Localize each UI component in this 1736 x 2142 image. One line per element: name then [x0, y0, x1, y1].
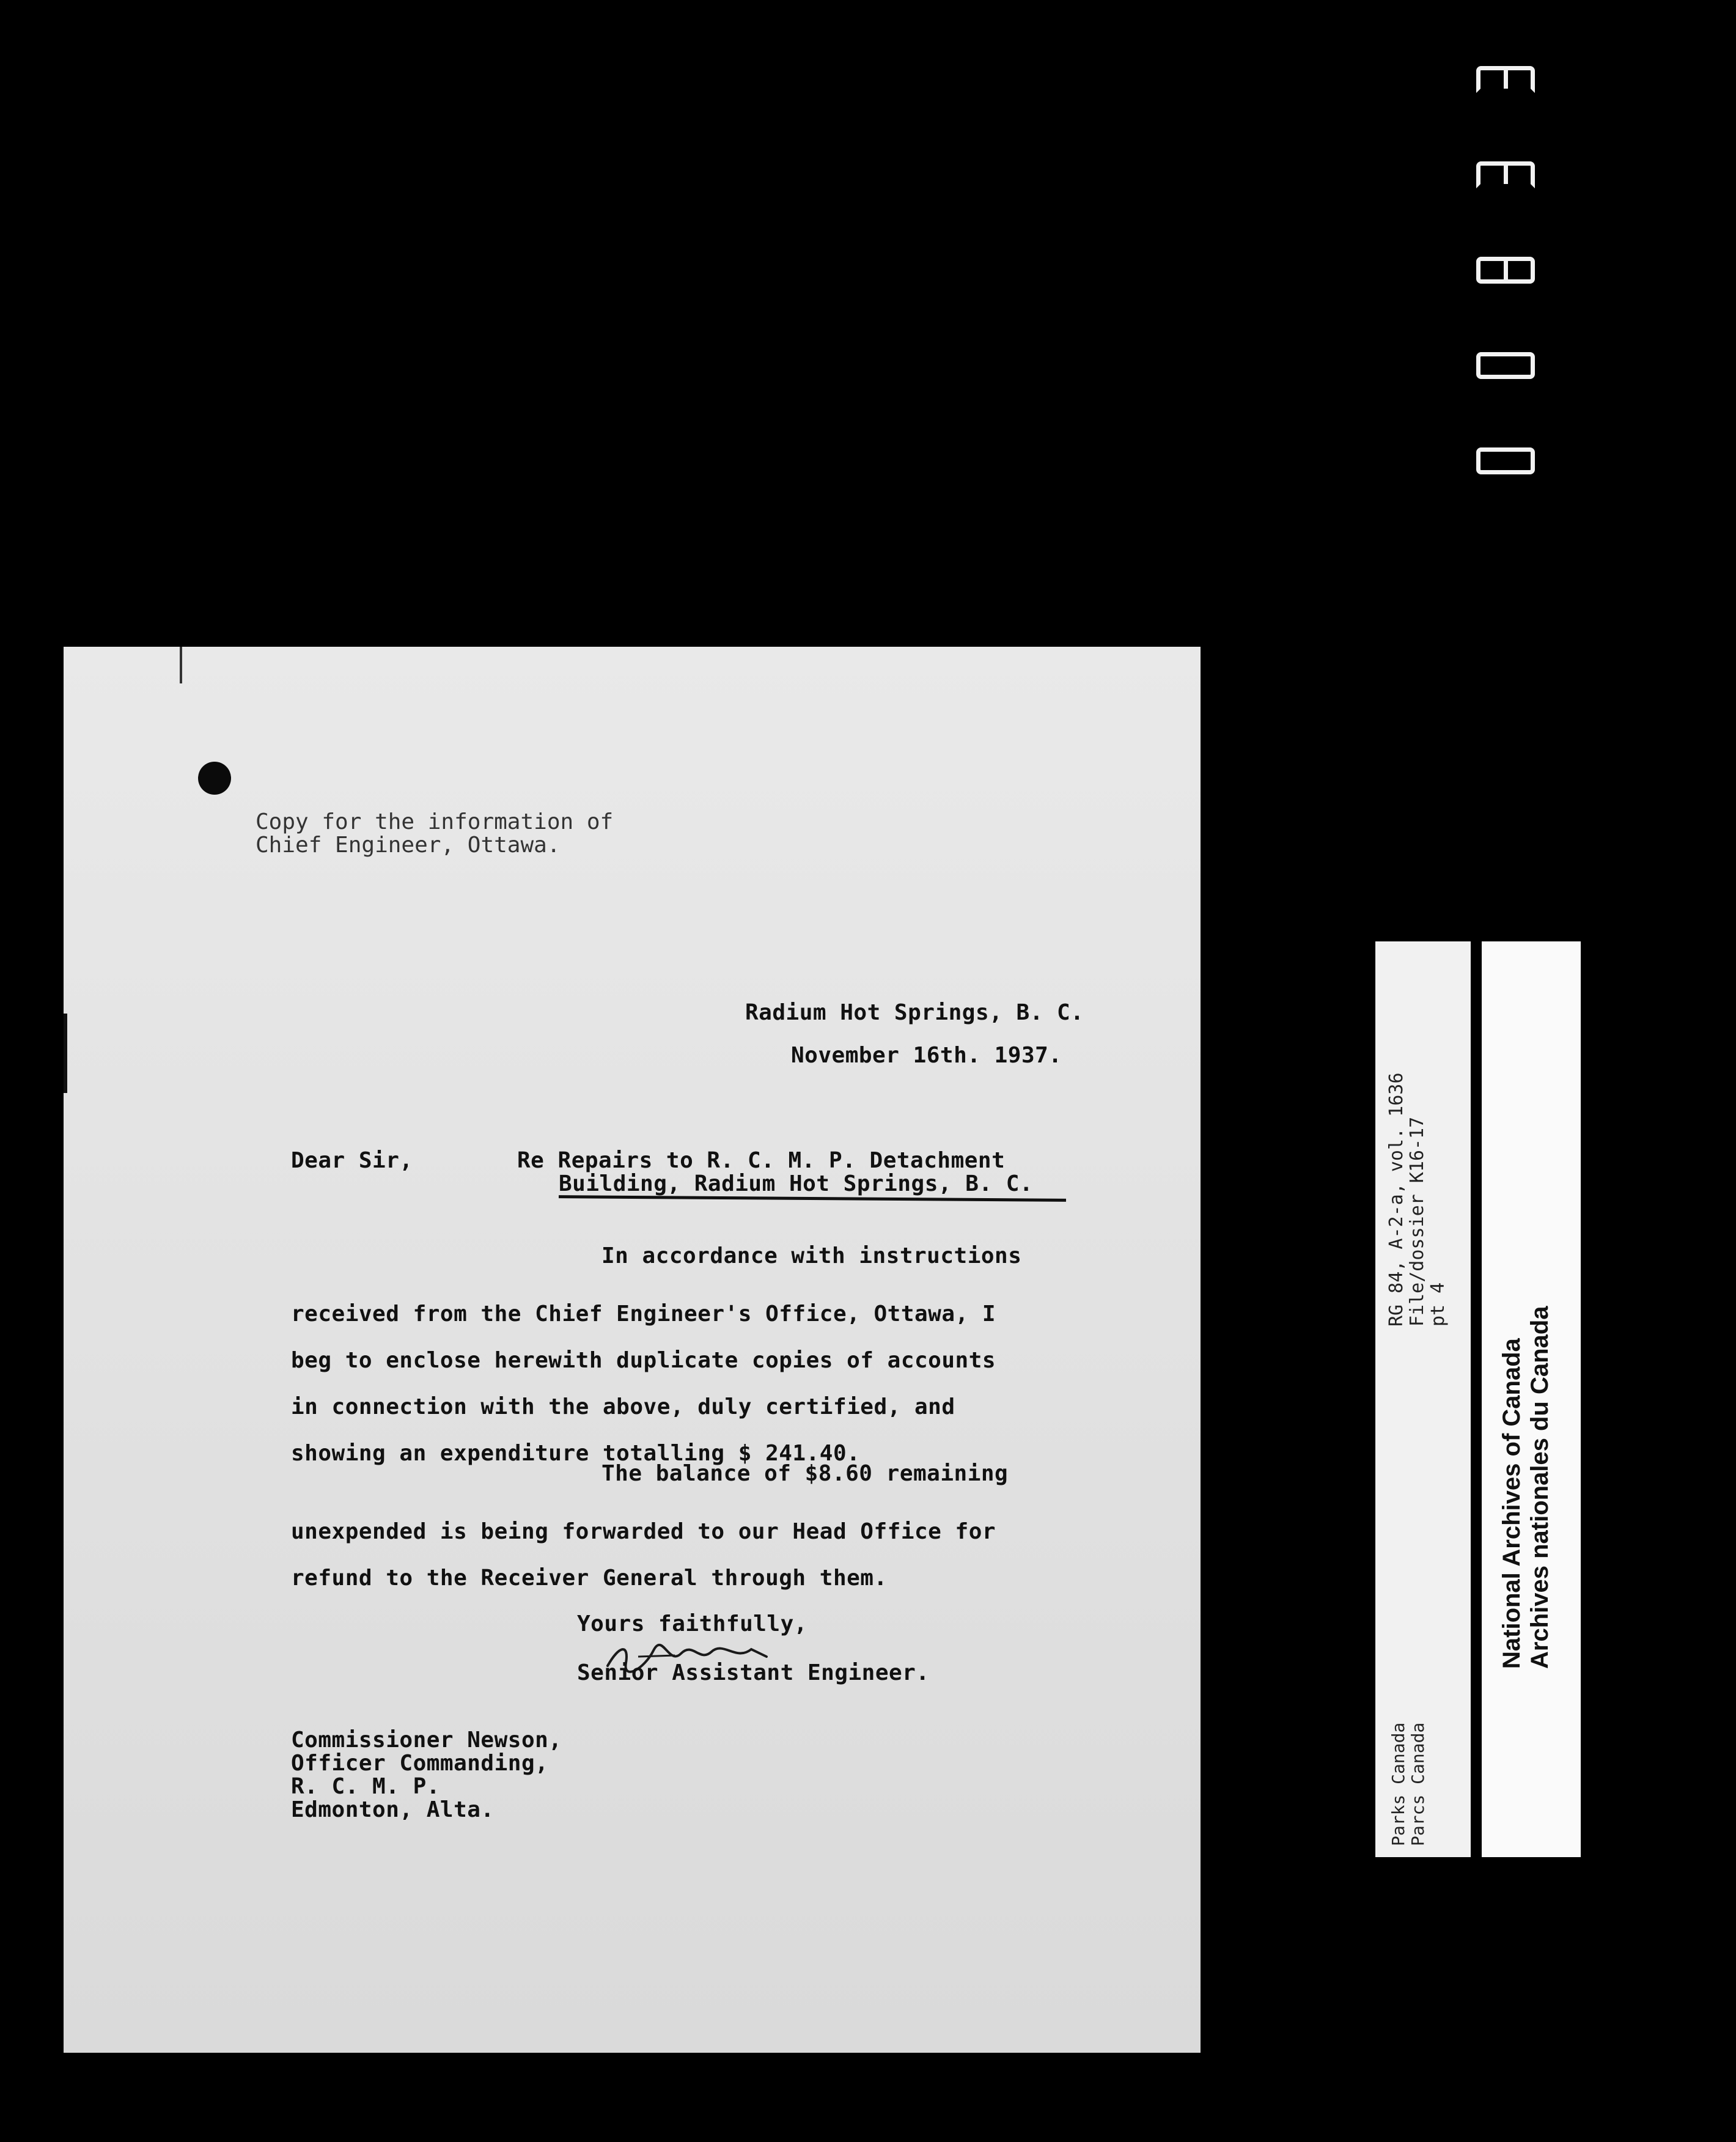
archive-agency: Parks Canada Parcs Canada [1388, 1722, 1428, 1846]
letter-page [64, 647, 1201, 2053]
signatory-title: Senior Assistant Engineer. [577, 1660, 930, 1685]
paragraph-1-opening: In accordance with instructions [601, 1243, 1022, 1268]
frame-mark-icon [1476, 352, 1535, 379]
salutation: Dear Sir, [291, 1148, 413, 1173]
label-divider [1471, 941, 1482, 1857]
frame-mark-icon [1476, 447, 1535, 474]
frame-mark-icon [1476, 66, 1535, 93]
paper-edge-mark [64, 1014, 67, 1093]
archive-reference: RG 84, A-2-a, vol. 1636 File/dossier K16-17 pt 4 [1386, 1072, 1449, 1327]
punch-hole-icon [198, 762, 231, 795]
archive-label [1375, 941, 1581, 1857]
letter-place: Radium Hot Springs, B. C. [745, 1000, 1084, 1025]
paragraph-2-body: unexpended is being forwarded to our Head Office for refund to the Receiver General through them. [291, 1519, 996, 1591]
paper-notch [180, 647, 182, 683]
film-frame-marks [1476, 66, 1543, 543]
recipient-address: Commissioner Newson, Officer Commanding, R. C. M. P. Edmonton, Alta. [291, 1728, 562, 1822]
closing: Yours faithfully, [577, 1611, 807, 1636]
label-institution-panel [1482, 941, 1581, 1857]
paragraph-2-opening: The balance of $8.60 remaining [601, 1461, 1009, 1486]
copy-note: Copy for the information of Chief Engineer, Ottawa. [256, 809, 614, 858]
subject-line-2: Building, Radium Hot Springs, B. C. [559, 1171, 1034, 1196]
letter-date: November 16th. 1937. [791, 1043, 1062, 1068]
subject-line-1: Re Repairs to R. C. M. P. Detachment [517, 1148, 1006, 1173]
paragraph-1-body: received from the Chief Engineer's Office, Ottawa, I beg to enclose herewith duplicate copies of accounts in connection with the above, duly certified, and showing an expenditure totalling $ 241.40. [291, 1301, 996, 1466]
frame-mark-icon [1476, 257, 1535, 284]
frame-mark-icon [1476, 161, 1535, 188]
archive-institution: National Archives of Canada Archives nationales du Canada [1498, 1306, 1553, 1669]
